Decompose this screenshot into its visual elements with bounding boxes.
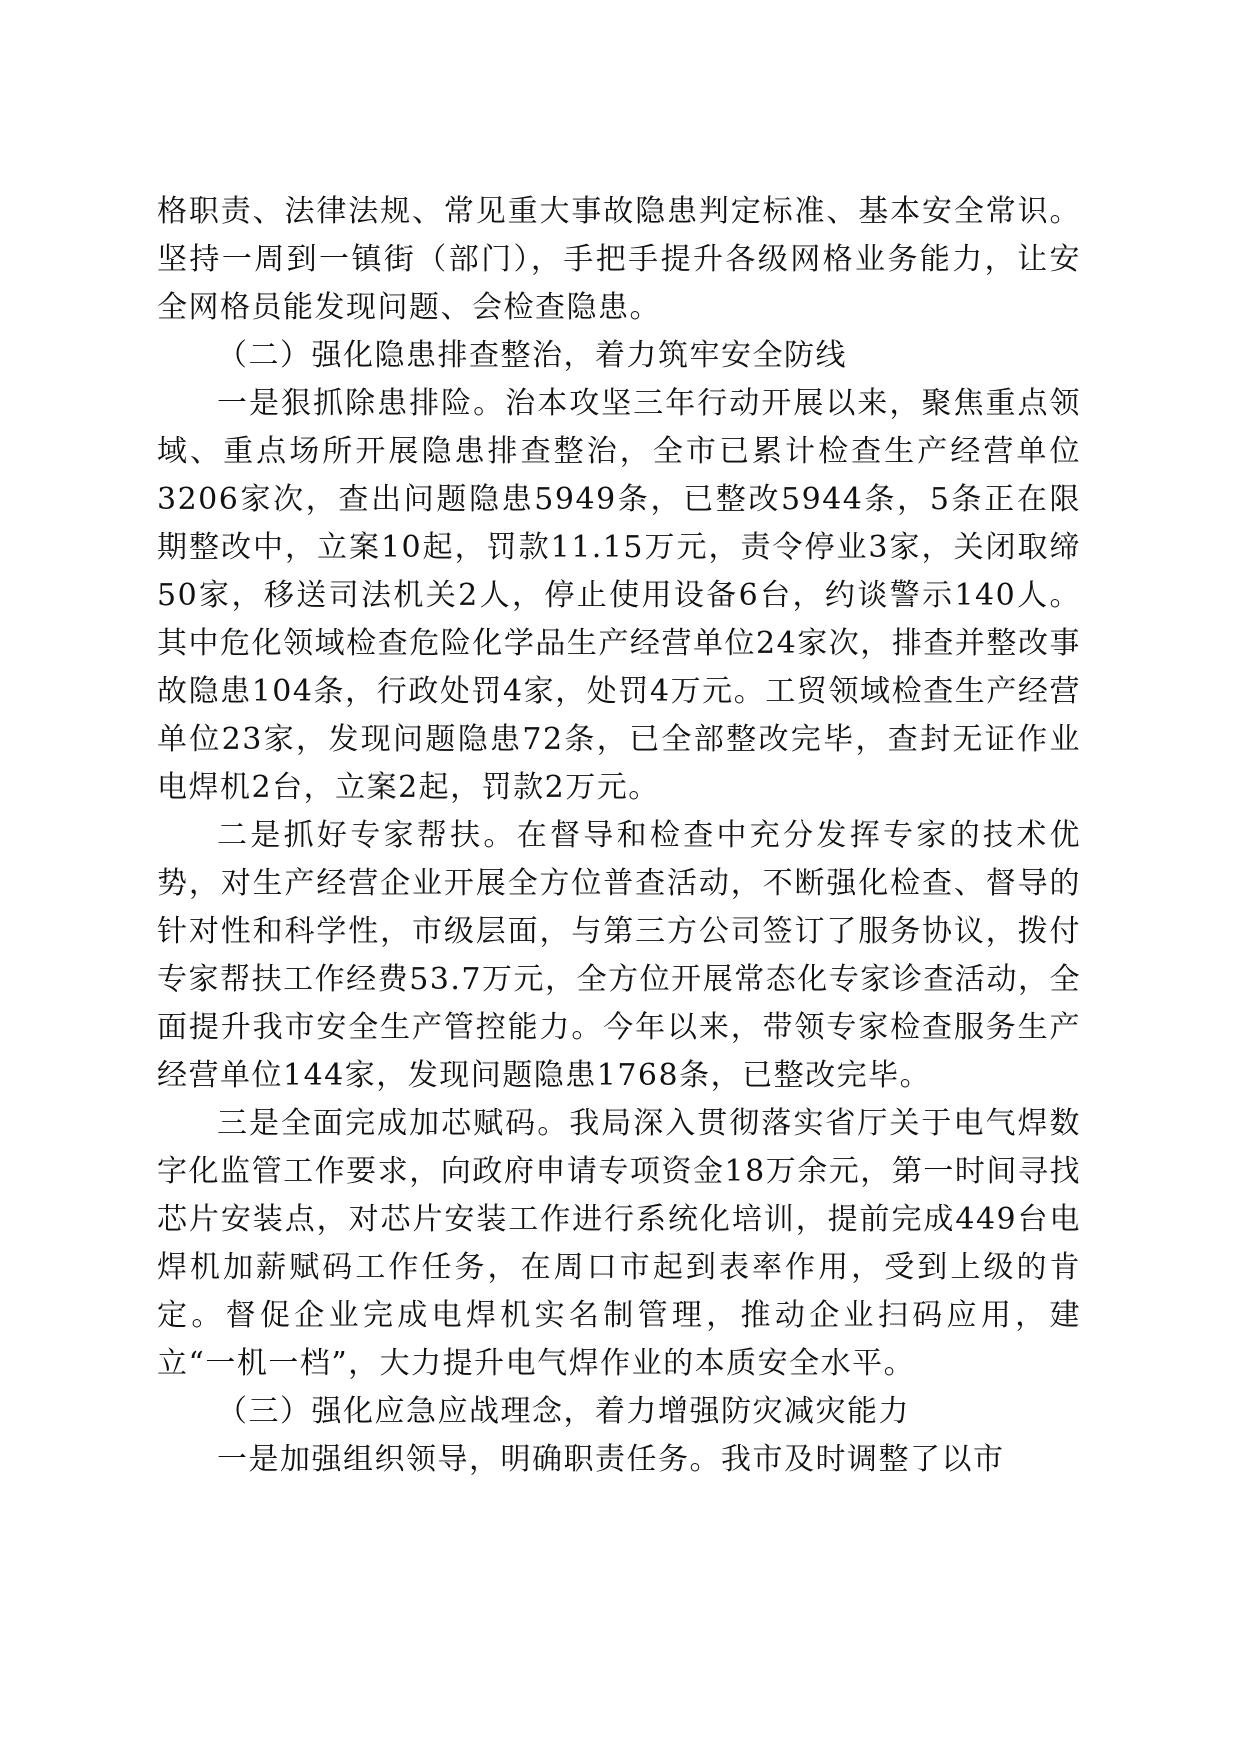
continuation-paragraph: 格职责、法律法规、常见重大事故隐患判定标准、基本安全常识。坚持一周到一镇街（部门），手把手提升各级网格业务能力，让安全网格员能发现问题、会检查隐患。 bbox=[157, 194, 1081, 325]
section-3-heading: （三）强化应急应战理念，着力增强防灾减灾能力 bbox=[217, 1394, 910, 1429]
section-3-paragraph-1: 一是加强组织领导，明确职责任务。我市及时调整了以市 bbox=[217, 1442, 1005, 1477]
section-2-paragraph-2: 二是抓好专家帮扶。在督导和检查中充分发挥专家的技术优势，对生产经营企业开展全方位普查活动，不断强化检查、督导的针对性和科学性，市级层面，与第三方公司签订了服务协议，拨付专家帮扶工作经费53.7万元，全方位开展常态化专家诊查活动，全面提升我市安全生产管控能力。今年以来，带领专家检查服务生产经营单位144家，发现问题隐患1768条，已整改完毕。 bbox=[157, 818, 1081, 1093]
section-2-heading: （二）强化隐患排查整治，着力筑牢安全防线 bbox=[217, 338, 847, 373]
document-body bbox=[157, 188, 1081, 1484]
section-2-paragraph-3: 三是全面完成加芯赋码。我局深入贯彻落实省厅关于电气焊数字化监管工作要求，向政府申请专项资金18万余元，第一时间寻找芯片安装点，对芯片安装工作进行系统化培训，提前完成449台电焊机加薪赋码工作任务，在周口市起到表率作用，受到上级的肯定。督促企业完成电焊机实名制管理，推动企业扫码应用，建立“一机一档”，大力提升电气焊作业的本质安全水平。 bbox=[157, 1106, 1081, 1381]
section-2-paragraph-1: 一是狠抓除患排险。治本攻坚三年行动开展以来，聚焦重点领域、重点场所开展隐患排查整治，全市已累计检查生产经营单位3206家次，查出问题隐患5949条，已整改5944条，5条正在限期整改中，立案10起，罚款11.15万元，责令停业3家，关闭取缔50家，移送司法机关2人，停止使用设备6台，约谈警示140人。其中危化领域检查危险化学品生产经营单位24家次，排查并整改事故隐患104条，行政处罚4家，处罚4万元。工贸领域检查生产经营单位23家，发现问题隐患72条，已全部整改完毕，查封无证作业电焊机2台，立案2起，罚款2万元。 bbox=[157, 386, 1081, 805]
